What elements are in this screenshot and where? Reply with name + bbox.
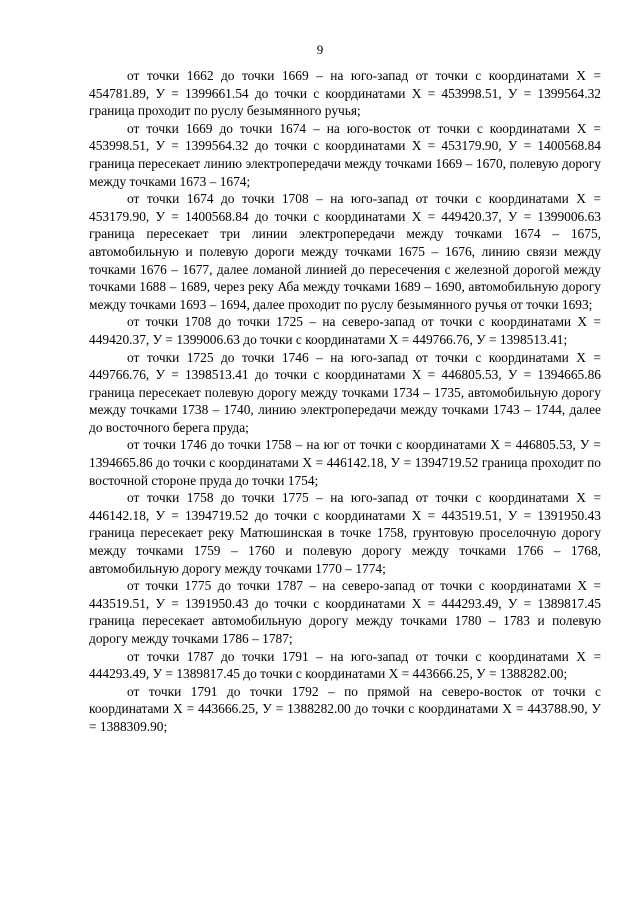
boundary-paragraph: от точки 1662 до точки 1669 – на юго-запад от точки с координатами Х = 454781.89, У = 1399661.54 до точки с координатами Х = 453998.51, У = 1399564.32 граница проходит по руслу безымянного ручья; [89,68,601,119]
boundary-paragraph: от точки 1669 до точки 1674 – на юго-восток от точки с координатами Х = 453998.51, У = 1399564.32 до точки с координатами Х = 453179.90, У = 1400568.84 граница пересекает линию электропередачи между точками 1669 – 1670, полевую дорогу между точками 1673 – 1674; [89,120,601,189]
boundary-paragraph: от точки 1674 до точки 1708 – на юго-запад от точки с координатами Х = 453179.90, У = 1400568.84 до точки с координатами Х = 449420.37, У = 1399006.63 граница пересекает три линии электропередачи между точками 1674 – 1675, автомобильную и полевую дороги между точками 1675 – 1676, линию связи между точками 1676 – 1677, далее ломаной линией до пересечения с железной дорогой между точками 1688 – 1689, через реку Аба между точками 1689 – 1690, автомобильную дорогу между точками 1693 – 1694, далее проходит по руслу безымянного ручья от точки 1693; [89,191,601,312]
boundary-paragraph: от точки 1787 до точки 1791 – на юго-запад от точки с координатами Х = 444293.49, У = 1389817.45 до точки с координатами Х = 443666.25, У = 1388282.00; [89,648,601,682]
boundary-paragraph: от точки 1746 до точки 1758 – на юг от точки с координатами Х = 446805.53, У = 1394665.86 до точки с координатами Х = 446142.18, У = 1394719.52 граница проходит по восточной стороне пруда до точки 1754; [89,437,601,488]
boundary-paragraph: от точки 1758 до точки 1775 – на юго-запад от точки с координатами Х = 446142.18, У = 1394719.52 до точки с координатами Х = 443519.51, У = 1391950.43 граница пересекает реку Матюшинская в точке 1758, грунтовую проселочную дорогу между точками 1759 – 1760 и полевую дорогу между точками 1766 – 1768, автомобильную дорогу между точками 1770 – 1774; [89,490,601,576]
page-number: 9 [316,42,324,57]
document-body [89,67,601,736]
boundary-paragraph: от точки 1725 до точки 1746 – на юго-запад от точки с координатами Х = 449766.76, У = 1398513.41 до точки с координатами Х = 446805.53, У = 1394665.86 граница пересекает полевую дорогу между точками 1734 – 1735, автомобильную дорогу между точками 1738 – 1740, линию электропередачи между точками 1743 – 1744, далее до восточного берега пруда; [89,349,601,435]
boundary-paragraph: от точки 1708 до точки 1725 – на северо-запад от точки с координатами Х = 449420.37, У = 1399006.63 до точки с координатами Х = 449766.76, У = 1398513.41; [89,314,601,347]
boundary-paragraph: от точки 1791 до точки 1792 – по прямой на северо-восток от точки с координатами Х = 443666.25, У = 1388282.00 до точки с координатами Х = 443788.90, У = 1388309.90; [89,683,601,734]
boundary-paragraph: от точки 1775 до точки 1787 – на северо-запад от точки с координатами Х = 443519.51, У = 1391950.43 до точки с координатами Х = 444293.49, У = 1389817.45 граница пересекает автомобильную дорогу между точками 1780 – 1783 и полевую дорогу между точками 1786 – 1787; [89,578,601,646]
